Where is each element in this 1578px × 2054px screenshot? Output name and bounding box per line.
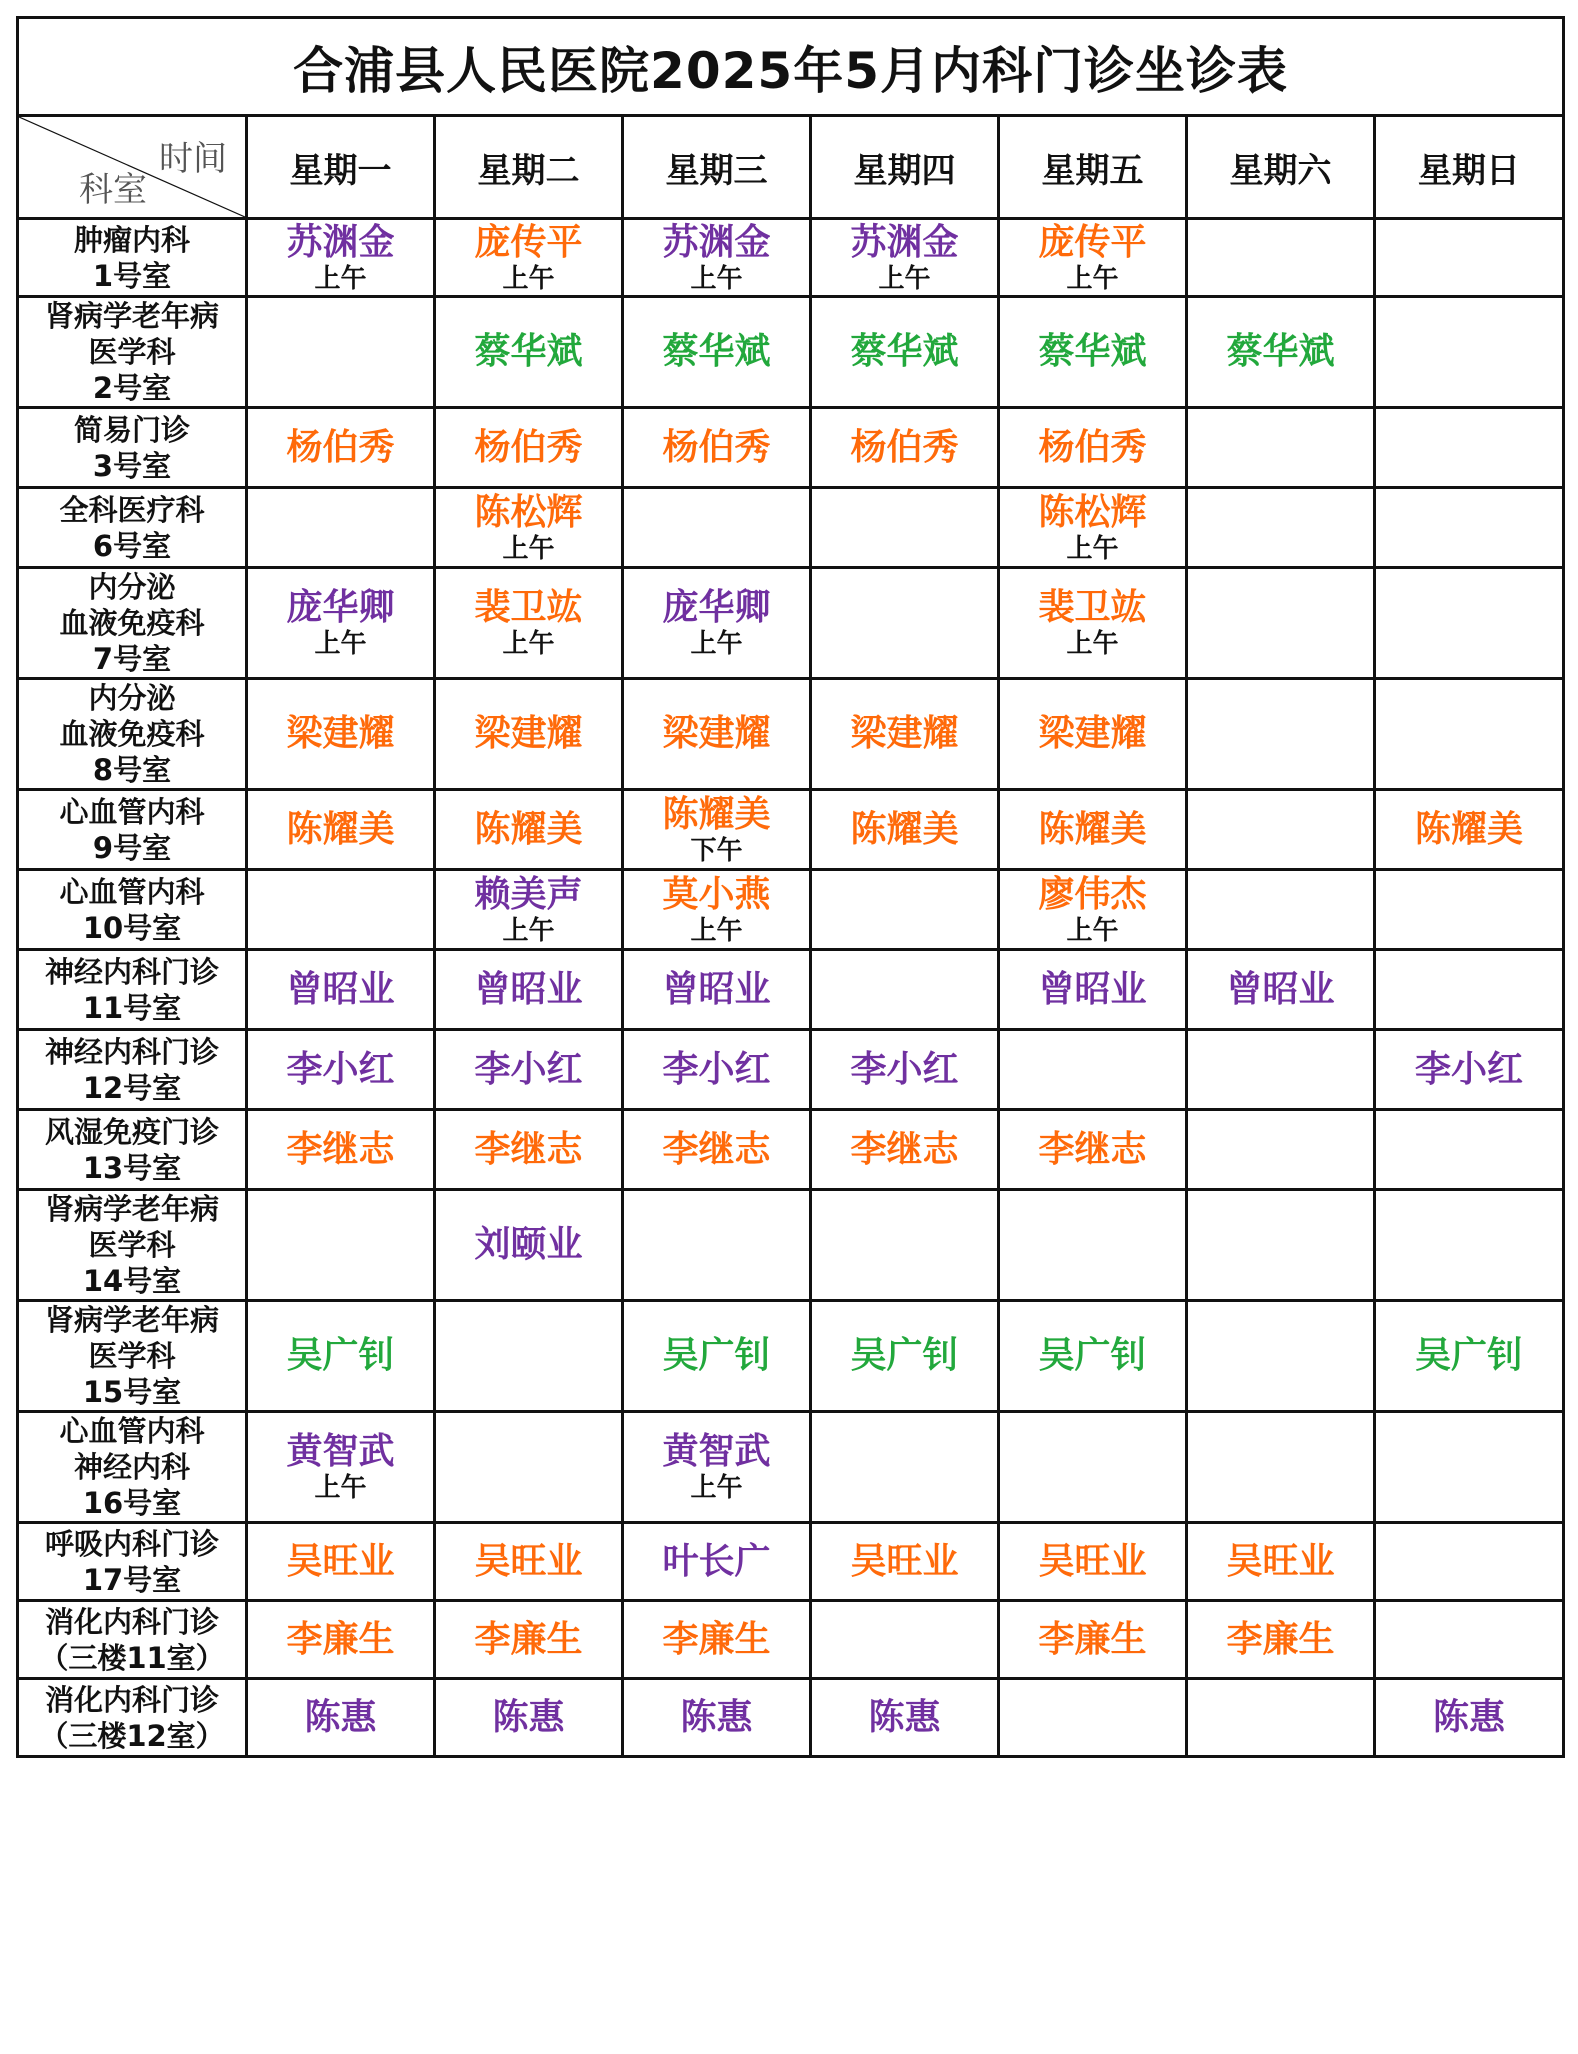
session-label: 上午 [1066,533,1119,564]
doctor-name: 李继志 [1038,1128,1147,1170]
schedule-cell [247,1601,435,1679]
department-label-line: 消化内科门诊 [44,1604,219,1639]
schedule-cell [435,790,623,870]
schedule-cell [247,1412,435,1523]
doctor-name: 吴广钊 [1038,1335,1147,1376]
schedule-cell [1375,488,1564,568]
schedule-cell [623,408,811,488]
doctor-name: 陈松辉 [1038,491,1147,533]
session-label: 上午 [314,629,367,659]
department-label-line: 血液免疫科 [59,717,205,751]
schedule-table [16,16,1565,1758]
schedule-cell [1187,870,1375,950]
doctor-name: 李廉生 [1226,1618,1335,1660]
schedule-cell [999,1523,1187,1601]
schedule-cell [999,1679,1187,1757]
doctor-name: 李廉生 [286,1618,395,1660]
header-row [18,116,1564,219]
schedule-cell [435,1601,623,1679]
schedule-cell [999,1190,1187,1301]
schedule-cell [623,870,811,950]
doctor-name: 李廉生 [662,1618,771,1660]
doctor-name: 裴卫竑 [474,587,583,628]
schedule-cell [811,1601,999,1679]
schedule-cell [811,870,999,950]
schedule-cell [623,679,811,790]
schedule-cell [811,408,999,488]
schedule-cell [1375,219,1564,297]
doctor-name: 陈耀美 [474,808,583,850]
schedule-cell [999,870,1187,950]
schedule-cell [999,297,1187,408]
doctor-name: 李廉生 [474,1618,583,1660]
schedule-cell [435,1412,623,1523]
table-row [18,1110,1564,1190]
doctor-name: 陈惠 [868,1696,941,1738]
schedule-cell [811,219,999,297]
schedule-cell [247,1030,435,1110]
schedule-cell [623,1412,811,1523]
department-room-cell [18,950,247,1030]
doctor-name: 李继志 [850,1128,959,1170]
day-header-5: 星期五 [999,116,1187,219]
schedule-cell [1187,790,1375,870]
doctor-name: 吴广钊 [286,1335,395,1376]
doctor-name: 苏渊金 [286,221,395,263]
schedule-cell [811,488,999,568]
department-room-cell [18,870,247,950]
schedule-cell [1375,1412,1564,1523]
doctor-name: 吴广钊 [1415,1335,1524,1376]
table-row [18,219,1564,297]
doctor-name: 陈惠 [304,1696,377,1738]
schedule-cell [1187,1679,1375,1757]
schedule-cell [811,679,999,790]
table-row [18,790,1564,870]
schedule-cell [435,297,623,408]
doctor-name: 庞华卿 [286,587,395,628]
schedule-cell [623,1601,811,1679]
schedule-cell [247,1301,435,1412]
schedule-cell [1375,408,1564,488]
department-label-line: 呼吸内科门诊 [44,1526,219,1561]
schedule-cell [1187,1301,1375,1412]
schedule-cell [1375,679,1564,790]
schedule-cell [435,568,623,679]
doctor-name: 陈惠 [492,1696,565,1738]
schedule-cell [1187,1523,1375,1601]
doctor-name: 杨伯秀 [850,426,959,468]
schedule-cell [623,1110,811,1190]
table-row [18,679,1564,790]
schedule-cell [811,1301,999,1412]
department-label-line: 15号室 [82,1375,182,1409]
schedule-cell [1375,1030,1564,1110]
doctor-name: 吴广钊 [662,1335,771,1376]
schedule-cell [999,219,1187,297]
schedule-cell [1187,1030,1375,1110]
schedule-cell [435,219,623,297]
doctor-name: 蔡华斌 [850,331,959,372]
schedule-cell [435,408,623,488]
doctor-name: 梁建耀 [286,713,395,754]
schedule-cell [1187,679,1375,790]
day-header-3: 星期三 [623,116,811,219]
doctor-name: 曾昭业 [1226,968,1335,1010]
doctor-name: 陈耀美 [1415,808,1524,850]
doctor-name: 李小红 [286,1048,395,1090]
schedule-cell [247,568,435,679]
doctor-name: 黄智武 [286,1431,395,1472]
department-room-cell [18,1301,247,1412]
session-label: 上午 [690,915,743,946]
department-room-cell [18,679,247,790]
doctor-name: 梁建耀 [662,713,771,754]
department-label-line: 肿瘤内科 [73,222,190,257]
schedule-cell [435,1190,623,1301]
session-label: 下午 [690,835,743,866]
department-label-line: 17号室 [82,1562,182,1597]
department-room-cell [18,488,247,568]
session-label: 上午 [1066,263,1119,294]
schedule-cell [1375,568,1564,679]
table-row [18,297,1564,408]
table-row [18,1030,1564,1110]
doctor-name: 莫小燕 [662,873,771,915]
department-room-cell [18,568,247,679]
doctor-name: 陈惠 [1433,1696,1506,1738]
schedule-cell [999,1301,1187,1412]
session-label: 上午 [690,263,743,294]
schedule-cell [435,870,623,950]
department-label-line: 血液免疫科 [59,606,205,640]
department-label-line: 16号室 [82,1486,182,1520]
schedule-cell [247,488,435,568]
schedule-cell [435,1679,623,1757]
department-label-line: 心血管内科 [59,874,205,909]
table-row [18,488,1564,568]
schedule-cell [435,950,623,1030]
schedule-cell [811,790,999,870]
time-axis-label: 时间 [159,139,227,179]
schedule-cell [1187,297,1375,408]
schedule-cell [811,1190,999,1301]
table-row [18,568,1564,679]
doctor-name: 李继志 [474,1128,583,1170]
table-row [18,870,1564,950]
doctor-name: 苏渊金 [850,221,959,263]
department-label-line: （三楼11室） [39,1640,225,1675]
department-room-cell [18,1190,247,1301]
schedule-cell [1187,1412,1375,1523]
schedule-cell [1187,950,1375,1030]
doctor-name: 苏渊金 [662,221,771,263]
department-room-cell [18,1412,247,1523]
doctor-name: 庞传平 [1038,221,1147,263]
doctor-name: 蔡华斌 [474,331,583,372]
doctor-name: 李小红 [850,1048,959,1090]
department-label-line: 9号室 [92,830,172,865]
department-label-line: 心血管内科 [59,1414,205,1448]
doctor-name: 曾昭业 [474,968,583,1010]
schedule-cell [247,408,435,488]
schedule-cell [247,950,435,1030]
doctor-name: 曾昭业 [662,968,771,1010]
schedule-cell [1375,1110,1564,1190]
schedule-cell [247,870,435,950]
schedule-cell [811,1412,999,1523]
schedule-cell [247,1110,435,1190]
schedule-cell [1375,950,1564,1030]
doctor-name: 黄智武 [662,1431,771,1472]
schedule-cell [1375,1523,1564,1601]
department-label-line: 神经内科门诊 [44,954,219,989]
department-label-line: 肾病学老年病 [44,299,219,333]
doctor-name: 梁建耀 [474,713,583,754]
session-label: 上午 [502,263,555,294]
schedule-cell [623,568,811,679]
schedule-cell [811,568,999,679]
schedule-cell [623,297,811,408]
schedule-cell [623,1301,811,1412]
department-label-line: 神经内科 [73,1450,190,1484]
schedule-cell [435,1030,623,1110]
department-label-line: 全科医疗科 [59,492,205,527]
schedule-cell [623,219,811,297]
schedule-cell [999,1601,1187,1679]
doctor-name: 陈耀美 [1038,808,1147,850]
doctor-name: 陈耀美 [286,808,395,850]
session-label: 上午 [502,629,555,659]
doctor-name: 陈耀美 [662,793,771,835]
department-label-line: 医学科 [88,1339,176,1373]
department-label-line: 内分泌 [88,570,176,604]
doctor-name: 李廉生 [1038,1618,1147,1660]
department-axis-label: 科室 [79,170,147,210]
doctor-name: 吴旺业 [474,1540,583,1582]
schedule-cell [247,1523,435,1601]
page-title: 合浦县人民医院2025年5月内科门诊坐诊表 [18,18,1564,116]
department-label-line: 12号室 [82,1070,182,1105]
table-row [18,1601,1564,1679]
schedule-cell [999,950,1187,1030]
doctor-name: 梁建耀 [1038,713,1147,754]
day-header-7: 星期日 [1375,116,1564,219]
table-row [18,1301,1564,1412]
department-room-cell [18,1030,247,1110]
schedule-cell [435,1301,623,1412]
schedule-cell [247,297,435,408]
department-room-cell [18,408,247,488]
schedule-cell [1187,1601,1375,1679]
doctor-name: 刘颐业 [474,1224,583,1265]
department-room-cell [18,1110,247,1190]
session-label: 上午 [502,915,555,946]
schedule-cell [1375,1190,1564,1301]
doctor-name: 杨伯秀 [286,426,395,468]
schedule-cell [623,1679,811,1757]
doctor-name: 吴旺业 [850,1540,959,1582]
schedule-cell [811,950,999,1030]
table-row [18,408,1564,488]
department-label-line: 7号室 [92,642,172,676]
department-label-line: 心血管内科 [59,794,205,829]
doctor-name: 曾昭业 [1038,968,1147,1010]
corner-header-cell [18,116,247,219]
doctor-name: 吴旺业 [1038,1540,1147,1582]
schedule-body [18,219,1564,1757]
schedule-cell [1375,297,1564,408]
table-row [18,1679,1564,1757]
schedule-cell [1375,1301,1564,1412]
department-label-line: 消化内科门诊 [44,1682,219,1717]
doctor-name: 叶长广 [662,1540,771,1582]
department-label-line: 6号室 [92,528,172,563]
schedule-cell [247,219,435,297]
doctor-name: 李继志 [286,1128,395,1170]
doctor-name: 赖美声 [474,873,583,915]
doctor-name: 梁建耀 [850,713,959,754]
schedule-cell [623,1523,811,1601]
department-label-line: 3号室 [92,448,172,483]
schedule-cell [811,1030,999,1110]
table-row [18,1523,1564,1601]
schedule-cell [623,488,811,568]
doctor-name: 杨伯秀 [662,426,771,468]
schedule-cell [435,1523,623,1601]
schedule-cell [999,790,1187,870]
day-header-2: 星期二 [435,116,623,219]
schedule-cell [623,1030,811,1110]
department-label-line: 医学科 [88,1228,176,1262]
schedule-cell [1375,1601,1564,1679]
department-room-cell [18,1679,247,1757]
department-room-cell [18,790,247,870]
schedule-cell [1187,488,1375,568]
doctor-name: 蔡华斌 [662,331,771,372]
table-row [18,1190,1564,1301]
doctor-name: 杨伯秀 [474,426,583,468]
schedule-cell [999,679,1187,790]
schedule-cell [1187,1190,1375,1301]
session-label: 上午 [690,629,743,659]
schedule-cell [999,1110,1187,1190]
department-label-line: 内分泌 [88,681,176,715]
doctor-name: 李小红 [662,1048,771,1090]
doctor-name: 陈松辉 [474,491,583,533]
schedule-cell [1375,790,1564,870]
schedule-cell [435,679,623,790]
session-label: 上午 [502,533,555,564]
table-row [18,1412,1564,1523]
department-label-line: 肾病学老年病 [44,1303,219,1337]
doctor-name: 李继志 [662,1128,771,1170]
doctor-name: 李小红 [474,1048,583,1090]
schedule-cell [1375,870,1564,950]
department-label-line: 医学科 [88,335,176,369]
department-label-line: 1号室 [92,258,172,293]
doctor-name: 曾昭业 [286,968,395,1010]
department-label-line: 2号室 [92,371,172,405]
doctor-name: 杨伯秀 [1038,426,1147,468]
doctor-name: 陈耀美 [850,808,959,850]
department-label-line: 14号室 [82,1264,182,1298]
department-label-line: 13号室 [82,1150,182,1185]
doctor-name: 蔡华斌 [1038,331,1147,372]
session-label: 上午 [690,1473,743,1503]
schedule-cell [999,488,1187,568]
doctor-name: 廖伟杰 [1038,873,1147,915]
schedule-cell [1187,1110,1375,1190]
session-label: 上午 [314,263,367,294]
doctor-name: 裴卫竑 [1038,587,1147,628]
schedule-cell [247,1679,435,1757]
department-label-line: 8号室 [92,753,172,787]
schedule-cell [811,1523,999,1601]
department-label-line: 风湿免疫门诊 [44,1114,219,1149]
schedule-cell [435,488,623,568]
schedule-cell [1187,408,1375,488]
schedule-cell [623,1190,811,1301]
department-label-line: 11号室 [82,990,182,1025]
schedule-cell [247,1190,435,1301]
doctor-name: 吴旺业 [1226,1540,1335,1582]
doctor-name: 吴广钊 [850,1335,959,1376]
doctor-name: 吴旺业 [286,1540,395,1582]
schedule-cell [247,790,435,870]
department-room-cell [18,1523,247,1601]
day-header-6: 星期六 [1187,116,1375,219]
schedule-cell [811,297,999,408]
department-label-line: 肾病学老年病 [44,1192,219,1226]
session-label: 上午 [1066,629,1119,659]
schedule-cell [999,1030,1187,1110]
doctor-name: 庞华卿 [662,587,771,628]
schedule-cell [623,790,811,870]
department-room-cell [18,1601,247,1679]
doctor-name: 李小红 [1415,1048,1524,1090]
session-label: 上午 [878,263,931,294]
session-label: 上午 [1066,915,1119,946]
department-room-cell [18,219,247,297]
day-header-4: 星期四 [811,116,999,219]
schedule-cell [247,679,435,790]
schedule-cell [1187,568,1375,679]
department-room-cell [18,297,247,408]
doctor-name: 庞传平 [474,221,583,263]
schedule-cell [811,1110,999,1190]
schedule-document [16,16,1562,1758]
department-label-line: （三楼12室） [39,1718,225,1753]
schedule-cell [999,408,1187,488]
schedule-cell [999,1412,1187,1523]
department-label-line: 神经内科门诊 [44,1034,219,1069]
schedule-cell [623,950,811,1030]
department-label-line: 10号室 [82,910,182,945]
schedule-cell [1187,219,1375,297]
schedule-cell [1375,1679,1564,1757]
schedule-cell [811,1679,999,1757]
table-row [18,950,1564,1030]
day-header-1: 星期一 [247,116,435,219]
schedule-cell [435,1110,623,1190]
doctor-name: 陈惠 [680,1696,753,1738]
schedule-cell [999,568,1187,679]
doctor-name: 蔡华斌 [1226,331,1335,372]
department-label-line: 简易门诊 [73,412,190,447]
session-label: 上午 [314,1473,367,1503]
